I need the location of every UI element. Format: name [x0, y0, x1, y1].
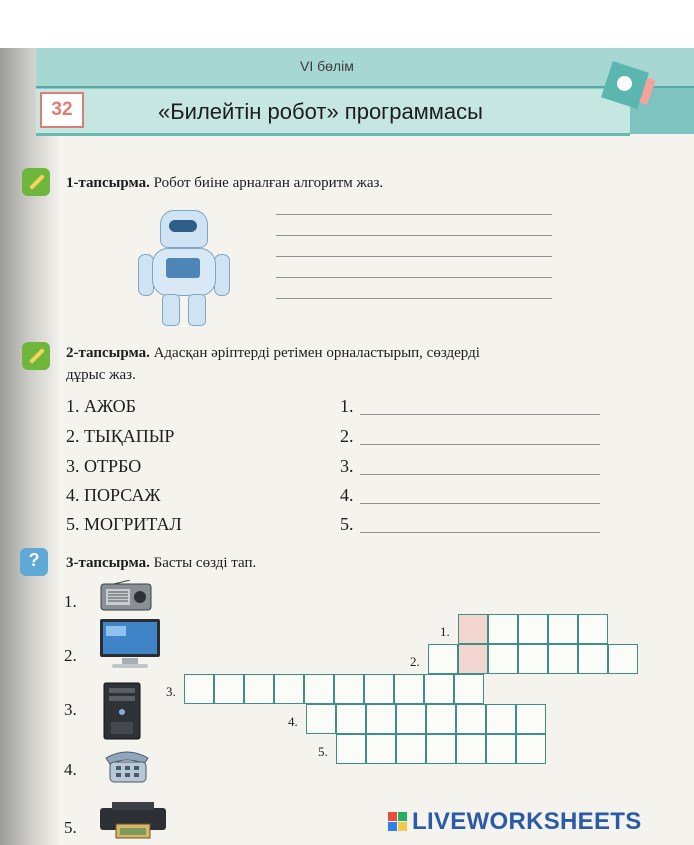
crossword-cell-row2-7[interactable]: [608, 644, 638, 674]
crossword-cell-row4-1[interactable]: [306, 704, 336, 734]
crossword-cell-row1-3[interactable]: [518, 614, 548, 644]
top-margin: [0, 0, 694, 48]
lesson-title: «Билейтін робот» программасы: [158, 99, 483, 124]
crossword-cell-row3-1[interactable]: [184, 674, 214, 704]
crossword-cell-row4-2[interactable]: [336, 704, 366, 734]
crossword-cell-row4-5[interactable]: [426, 704, 456, 734]
crossword-cell-row2-4[interactable]: [518, 644, 548, 674]
task3-label: 3-тапсырма.: [66, 555, 150, 571]
crossword-number-3: 3.: [166, 684, 176, 699]
crossword-cell-row5-7[interactable]: [516, 734, 546, 764]
answer-line-5[interactable]: [360, 532, 600, 533]
answer-number-4: 4.: [340, 485, 354, 505]
crossword-number-4: 4.: [288, 714, 298, 729]
pencil-icon: [22, 168, 50, 196]
pencil-icon: [22, 342, 50, 370]
crossword-cell-row1-5[interactable]: [578, 614, 608, 644]
task1-label: 1-тапсырма.: [66, 175, 150, 191]
picture-number-4: 4.: [64, 760, 77, 779]
answer-line-1[interactable]: [360, 414, 600, 415]
section-label: VI бөлім: [300, 58, 354, 74]
crossword-cell-row1-1[interactable]: [458, 614, 488, 644]
crossword-cell-row3-3[interactable]: [244, 674, 274, 704]
answer-number-5: 5.: [340, 514, 354, 534]
crossword-cell-row3-10[interactable]: [454, 674, 484, 704]
picture-number-3: 3.: [64, 700, 77, 719]
task1-answer-line-1[interactable]: [276, 214, 552, 215]
liveworksheets-brand: LIVEWORKSHEETS: [412, 808, 642, 835]
scrambled-word-5: 5. МОГРИТАЛ: [66, 514, 182, 534]
crossword-cell-row5-2[interactable]: [366, 734, 396, 764]
crossword-cell-row2-2[interactable]: [458, 644, 488, 674]
picture-number-5: 5.: [64, 818, 77, 837]
task1-answer-line-5[interactable]: [276, 298, 552, 299]
answer-line-4[interactable]: [360, 503, 600, 504]
crossword-cell-row3-2[interactable]: [214, 674, 244, 704]
task1-answer-line-2[interactable]: [276, 235, 552, 236]
question-icon: ?: [20, 548, 48, 576]
crossword-cell-row2-3[interactable]: [488, 644, 518, 674]
task1-answer-line-4[interactable]: [276, 277, 552, 278]
task2-instruction: [66, 342, 646, 364]
crossword-cell-row5-1[interactable]: [336, 734, 366, 764]
robot-illustration: [138, 210, 228, 326]
crossword-cell-row4-8[interactable]: [516, 704, 546, 734]
crossword-cell-row5-5[interactable]: [456, 734, 486, 764]
crossword-cell-row4-4[interactable]: [396, 704, 426, 734]
crossword-cell-row4-3[interactable]: [366, 704, 396, 734]
task3-instruction: [66, 552, 256, 574]
scrambled-word-2: 2. ТЫҚАПЫР: [66, 426, 175, 446]
radio-icon: [100, 580, 152, 612]
crossword-cell-row3-6[interactable]: [334, 674, 364, 704]
task1-instruction: [66, 172, 383, 194]
crossword-cell-row4-6[interactable]: [456, 704, 486, 734]
scrambled-word-3: 3. ОТРБО: [66, 456, 142, 476]
crossword-number-1: 1.: [440, 624, 450, 639]
crossword-cell-row3-5[interactable]: [304, 674, 334, 704]
crossword-cell-row5-3[interactable]: [396, 734, 426, 764]
crossword-cell-row3-7[interactable]: [364, 674, 394, 704]
crossword-cell-row3-9[interactable]: [424, 674, 454, 704]
task2-text-line1: Адасқан әріптерді ретімен орналастырып, сөздерді: [153, 345, 480, 361]
crossword-cell-row3-4[interactable]: [274, 674, 304, 704]
decor-circle: [617, 76, 632, 91]
answer-line-3[interactable]: [360, 474, 600, 475]
crossword-cell-row2-5[interactable]: [548, 644, 578, 674]
crossword-cell-row4-7[interactable]: [486, 704, 516, 734]
liveworksheets-logo: [388, 812, 408, 832]
answer-number-2: 2.: [340, 426, 354, 446]
crossword-cell-row2-6[interactable]: [578, 644, 608, 674]
crossword-cell-row5-6[interactable]: [486, 734, 516, 764]
scrambled-word-4: 4. ПОРСАЖ: [66, 485, 161, 505]
answer-line-2[interactable]: [360, 444, 600, 445]
monitor-icon: [98, 618, 162, 670]
telephone-icon: [100, 744, 154, 784]
system-unit-icon: [102, 682, 142, 740]
crossword-number-2: 2.: [410, 654, 420, 669]
crossword-cell-row1-2[interactable]: [488, 614, 518, 644]
crossword-number-5: 5.: [318, 744, 328, 759]
task2-text-line2: дұрыс жаз.: [66, 367, 136, 383]
lesson-number: 32: [40, 92, 84, 128]
crossword-cell-row1-4[interactable]: [548, 614, 578, 644]
picture-number-2: 2.: [64, 646, 77, 665]
task3-text: Басты сөзді тап.: [153, 555, 257, 571]
task1-text: Робот биіне арналған алгоритм жаз.: [153, 175, 384, 191]
picture-number-1: 1.: [64, 592, 77, 611]
answer-number-1: 1.: [340, 396, 354, 416]
scrambled-word-1: 1. АЖОБ: [66, 396, 137, 416]
answer-number-3: 3.: [340, 456, 354, 476]
crossword-cell-row2-1[interactable]: [428, 644, 458, 674]
crossword-cell-row5-4[interactable]: [426, 734, 456, 764]
task1-answer-line-3[interactable]: [276, 256, 552, 257]
printer-icon: [98, 800, 168, 840]
crossword-cell-row3-8[interactable]: [394, 674, 424, 704]
header-strip: [36, 48, 694, 88]
task2-label: 2-тапсырма.: [66, 345, 150, 361]
